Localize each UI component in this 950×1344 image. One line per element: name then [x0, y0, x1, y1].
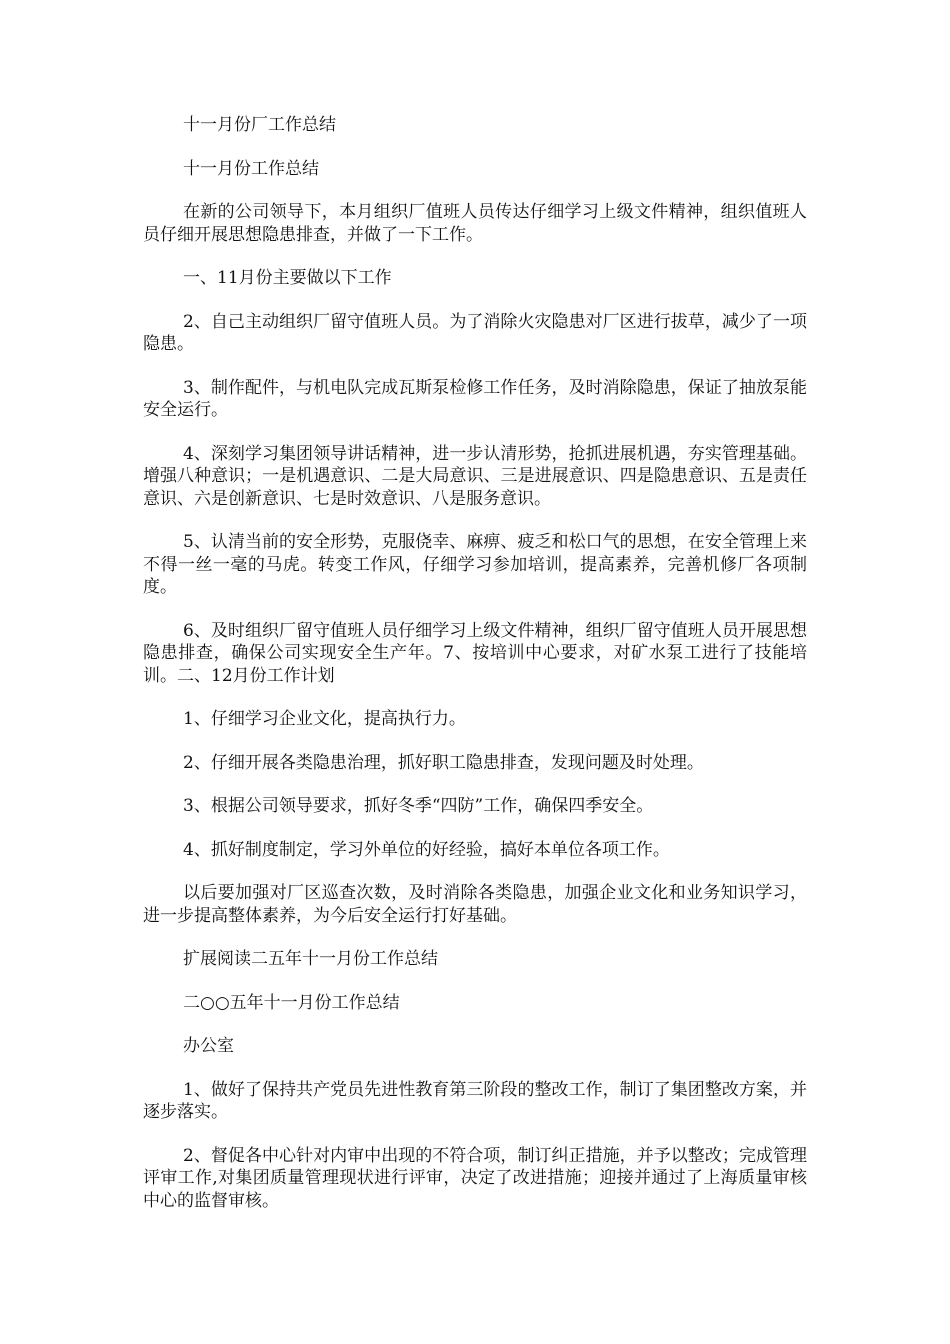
intro-paragraph: 在新的公司领导下，本月组织厂值班人员传达仔细学习上级文件精神，组织值班人员仔细开展思想隐患排查，并做了一下工作。	[143, 202, 807, 245]
work-item-3: 3、制作配件，与机电队完成瓦斯泵检修工作任务，及时消除隐患，保证了抽放泵能安全运行。	[143, 377, 807, 420]
plan-item-3: 3、根据公司领导要求，抓好冬季“四防”工作，确保四季安全。	[183, 796, 654, 816]
doc-title: 十一月份厂工作总结	[183, 115, 336, 135]
plan-item-2: 2、仔细开展各类隐患治理，抓好职工隐患排查，发现问题及时处理。	[183, 752, 704, 773]
plan-item-1: 1、仔细学习企业文化，提高执行力。	[183, 709, 466, 729]
closing-paragraph: 以后要加强对厂区巡查次数，及时消除各类隐患，加强企业文化和业务知识学习，进一步提高整体素养，为今后安全运行打好基础。	[143, 883, 807, 926]
work-item-5: 5、认清当前的安全形势，克服侥幸、麻痹、疲乏和松口气的思想，在安全管理上来不得一丝一毫的马虎。转变工作风，仔细学习参加培训，提高素养，完善机修厂各项制度。	[143, 532, 807, 597]
office-item-1: 1、做好了保持共产党员先进性教育第三阶段的整改工作，制订了集团整改方案，并逐步落实。	[143, 1079, 807, 1122]
work-item-4: 4、深刻学习集团领导讲话精神，进一步认清形势，抢抓进展机遇，夯实管理基础。增强八种意识；一是机遇意识、二是大局意识、三是进展意识、四是隐患意识、五是责任意识、六是创新意识、七是时效意识、八是服务意识。	[143, 443, 807, 509]
document-page	[143, 114, 807, 1233]
work-item-2: 2、自己主动组织厂留守值班人员。为了消除火灾隐患对厂区进行拔草，减少了一项隐患。	[143, 311, 807, 354]
second-doc-title: 二○○五年十一月份工作总结	[183, 992, 400, 1013]
extended-reading-heading: 扩展阅读二五年十一月份工作总结	[183, 949, 438, 969]
office-item-2: 2、督促各中心针对内审中出现的不符合项，制订纠正措施，并予以整改；完成管理评审工作,对集团质量管理现状进行评审，决定了改进措施；迎接并通过了上海质量审核中心的监督审核。	[143, 1145, 807, 1211]
section-heading-november-work: 一、11月份主要做以下工作	[183, 268, 392, 288]
doc-subtitle: 十一月份工作总结	[183, 158, 319, 179]
department-heading: 办公室	[183, 1036, 234, 1056]
plan-item-4: 4、抓好制度制定，学习外单位的好经验，搞好本单位各项工作。	[183, 839, 670, 860]
work-item-6: 6、及时组织厂留守值班人员仔细学习上级文件精神，组织厂留守值班人员开展思想隐患排查，确保公司实现安全生产年。7、按培训中心要求，对矿水泵工进行了技能培训。二、12月份工作计划	[143, 620, 807, 686]
